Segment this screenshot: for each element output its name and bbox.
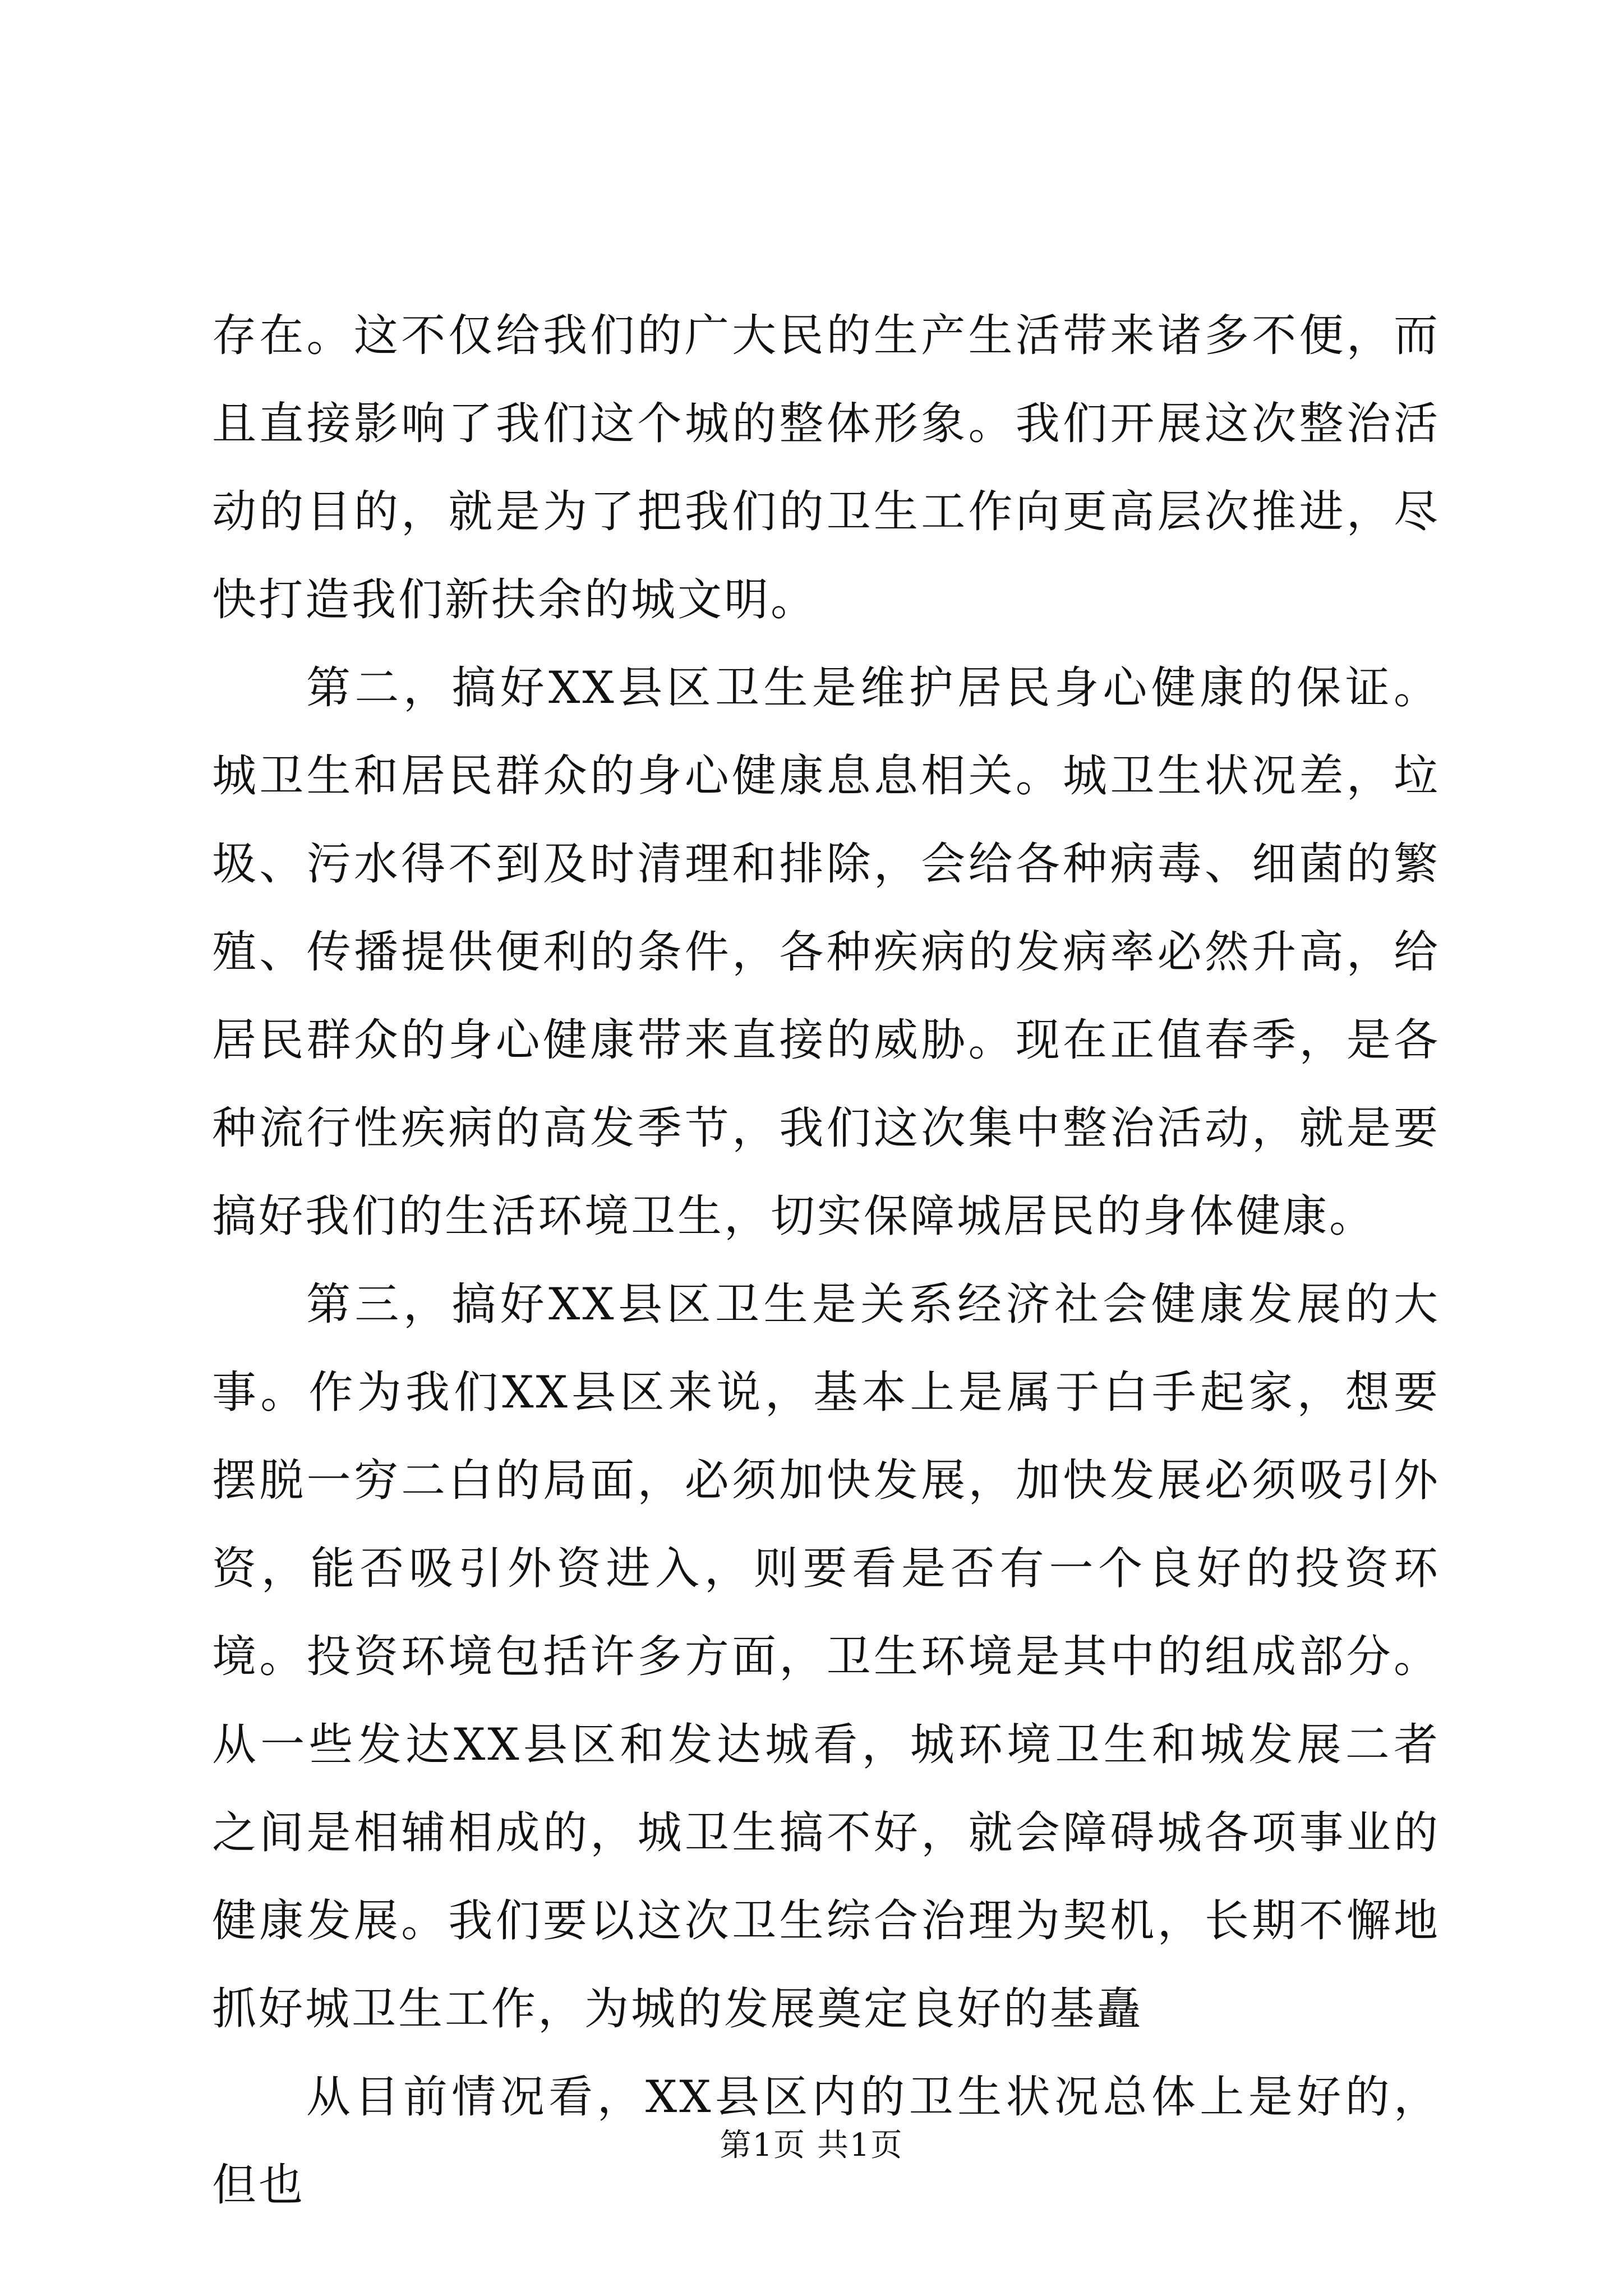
page-number-label: 第1页 共1页	[720, 2127, 903, 2164]
paragraph-1: 存在。这不仅给我们的广大民的生产生活带来诸多不便，而且直接影响了我们这个城的整体形象。我们开展这次整治活动的目的，就是为了把我们的卫生工作向更高层次推进，尽快打造我们新扶余的城文明。	[212, 310, 1440, 625]
paragraph-2: 第二，搞好XX县区卫生是维护居民身心健康的保证。城卫生和居民群众的身心健康息息相关。城卫生状况差，垃圾、污水得不到及时清理和排除，会给各种病毒、细菌的繁殖、传播提供便利的条件，各种疾病的发病率必然升高，给居民群众的身心健康带来直接的威胁。现在正值春季，是各种流行性疾病的高发季节，我们这次集中整治活动，就是要搞好我们的生活环境卫生，切实保障城居民的身体健康。	[212, 662, 1440, 1242]
document-body	[212, 292, 1440, 2229]
page-footer	[0, 2126, 1623, 2165]
paragraph-3: 第三，搞好XX县区卫生是关系经济社会健康发展的大事。作为我们XX县区来说，基本上是属于白手起家，想要摆脱一穷二白的局面，必须加快发展，加快发展必须吸引外资，能否吸引外资进入，则要看是否有一个良好的投资环境。投资环境包括许多方面，卫生环境是其中的组成部分。从一些发达XX县区和发达城看，城环境卫生和城发展二者之间是相辅相成的，城卫生搞不好，就会障碍城各项事业的健康发展。我们要以这次卫生综合治理为契机，长期不懈地抓好城卫生工作，为城的发展奠定良好的基矗	[212, 1278, 1440, 2035]
paragraph-4: 从目前情况看，XX县区内的卫生状况总体上是好的，但也	[212, 2071, 1440, 2211]
